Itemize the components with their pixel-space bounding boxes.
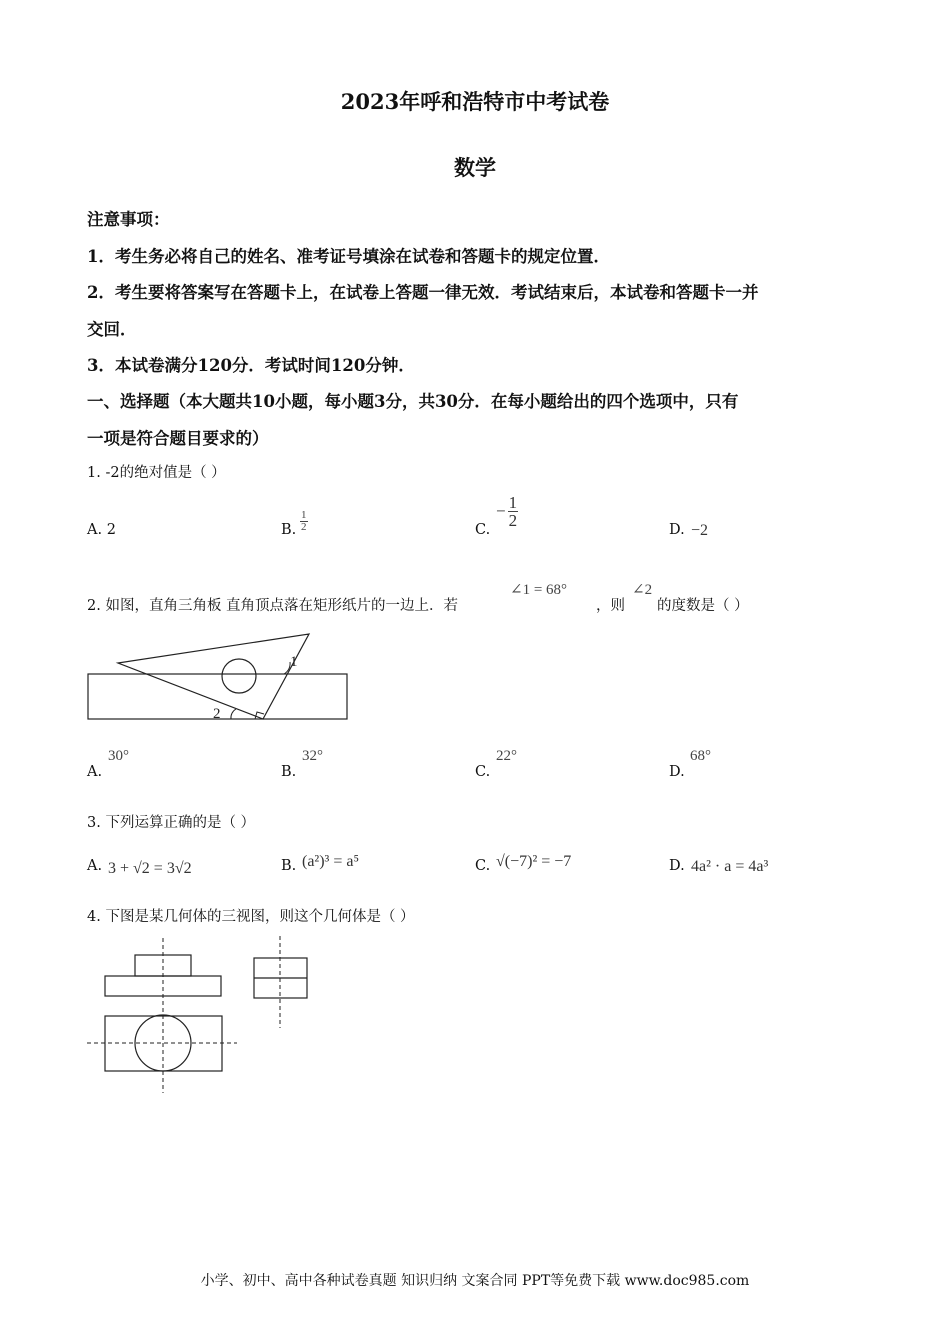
notice-heading: 注意事项： <box>87 210 170 229</box>
fraction-denominator: 2 <box>301 521 307 533</box>
front-view <box>105 938 221 1008</box>
triangle-hole-circle <box>222 659 256 693</box>
q1-option-d-label: D. <box>669 522 685 538</box>
figure-label-1: 1 <box>290 654 298 670</box>
q2-stem-part-1: 2. 如图，直角三角板 直角顶点落在矩形纸片的一边上．若 <box>87 598 459 614</box>
notice-item-1: 1．考生务必将自己的姓名、准考证号填涂在试卷和答题卡的规定位置． <box>87 247 610 266</box>
footer-text: 小学、初中、高中各种试卷真题 知识归纳 文案合同 PPT等免费下载 www.doc985.com <box>200 1273 750 1289</box>
q2-option-c-value: 22° <box>496 748 517 764</box>
q2-option-a-value: 30° <box>108 748 129 764</box>
q2-figure <box>85 630 375 730</box>
q2-option-d-value: 68° <box>690 748 711 764</box>
q2-option-a-label: A. <box>87 764 103 780</box>
fraction-numerator: 1 <box>301 509 307 521</box>
q3-option-b-label: B. <box>281 858 297 874</box>
notice-item-3: 3．本试卷满分120分．考试时间120分钟． <box>87 356 415 375</box>
fraction-numerator: 1 <box>508 493 518 512</box>
q2-option-c-label: C. <box>475 764 491 780</box>
angle-2-arc <box>231 709 236 719</box>
q4-stem: 4. 下图是某几何体的三视图，则这个几何体是（ ） <box>87 909 415 925</box>
notice-item-2: 2．考生要将答案写在答题卡上，在试卷上答题一律无效．考试结束后，本试卷和答题卡一并 <box>87 283 759 302</box>
q1-option-c-label: C. <box>475 522 491 538</box>
q2-stem-part-3: 的度数是（ ） <box>657 598 749 614</box>
q2-option-b-label: B. <box>281 764 297 780</box>
fraction-denominator: 2 <box>508 511 518 530</box>
figure-label-2: 2 <box>213 706 221 722</box>
minus-sign: − <box>496 501 506 521</box>
q4-three-views-figure <box>85 933 325 1098</box>
q3-option-a-label: A. <box>87 858 103 874</box>
q3-option-d-label: D. <box>669 858 685 874</box>
q1-option-d-value: −2 <box>691 522 709 539</box>
q1-option-b-label: B. <box>281 522 297 538</box>
q2-angle-1-expr: ∠1 = 68° <box>510 582 568 598</box>
q1-option-b-fraction <box>300 510 308 533</box>
q2-stem-part-2: ，则 <box>596 598 625 614</box>
exam-title: 2023年呼和浩特市中考试卷 <box>340 89 610 114</box>
notice-item-2-cont: 交回． <box>87 320 137 339</box>
q3-option-c-expr: √(−7)² = −7 <box>496 853 572 870</box>
q1-stem: 1. -2的绝对值是（ ） <box>87 465 226 481</box>
q2-angle-2-expr: ∠2 <box>632 582 653 598</box>
q3-option-b-expr: (a²)³ = a⁵ <box>302 853 360 870</box>
q3-option-a-expr: 3 + √2 = 3√2 <box>108 860 192 877</box>
q3-option-d-expr: 4a² · a = 4a³ <box>691 858 769 875</box>
q2-option-d-label: D. <box>669 764 685 780</box>
section-heading-line-1: 一、选择题（本大题共10小题，每小题3分，共30分．在每小题给出的四个选项中，只有 <box>87 392 739 411</box>
top-view <box>87 1008 237 1093</box>
q1-option-a: A. 2 <box>87 522 116 538</box>
q1-option-c-expr <box>496 494 518 529</box>
q2-option-b-value: 32° <box>302 748 323 764</box>
section-heading-line-2: 一项是符合题目要求的） <box>87 429 269 448</box>
q3-stem: 3. 下列运算正确的是（ ） <box>87 815 256 831</box>
subject-title: 数学 <box>454 155 496 180</box>
q3-option-c-label: C. <box>475 858 491 874</box>
side-view <box>254 936 307 1028</box>
